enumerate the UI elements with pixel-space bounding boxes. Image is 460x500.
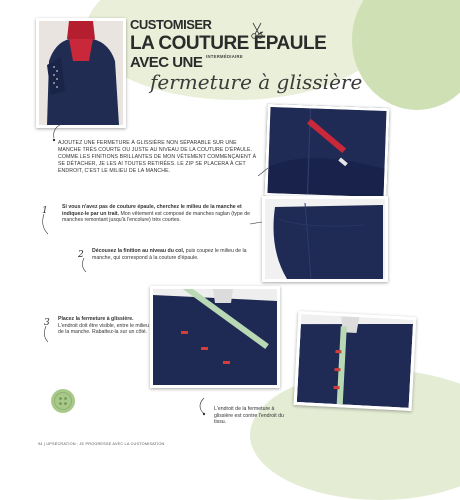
- step-3-body: L'endroit doit être visible, entre le milieu de la manche. Rabattez-la sur un côté.: [58, 322, 149, 336]
- step-1-body: Mon vêtement est composé de manches raglan (type de manches remontant jusqu'à l'encolure) très courtes.: [62, 210, 250, 224]
- footer-text: 94 | UPSÉCRATION : JE PROGRESSE AVEC LA CUSTOMISATION: [38, 442, 165, 446]
- title-line-2: LA COUTURE ÉPAULE: [130, 33, 327, 54]
- step-number: 2: [78, 250, 84, 260]
- step-2-bold: Décousez la finition au niveau du col,: [92, 248, 185, 254]
- step-number: 1: [42, 206, 48, 216]
- title-line-1: CUSTOMISER: [130, 17, 212, 32]
- step-1-bold: Si vous n'avez pas de couture épaule, cherchez le milieu de la manche et indiquez-le par un trait.: [62, 204, 242, 217]
- step-2-body: puis coupez le milieu de la manche, qui correspond à la couture d'épaule.: [92, 248, 247, 261]
- level-badge: INTERMÉDIAIRE: [206, 54, 243, 59]
- intro-paragraph: AJOUTEZ UNE FERMETURE À GLISSIÈRE NON SÉPARABLE SUR UNE MANCHE TRÈS COURTE OU JUSTE AU NIVEAU DE LA COUTURE D'ÉPAULE. COMME LES FINITIONS BRILLANTES DE MON VÊTEMENT COMMENÇAIENT À SE DÉTACHER, JE LES AI TOUTES RETIRÉES. LE ZIP SE PLACERA À CET ENDROIT, C'EST LE MILIEU DE LA MANCHE.: [58, 140, 257, 174]
- step-number: 3: [44, 318, 50, 328]
- title-script: fermeture à glissière: [150, 70, 363, 94]
- step-3-bold: Placez la fermeture à glissière.: [58, 316, 134, 322]
- title-line-3: AVEC UNE: [130, 54, 203, 71]
- caption-text: L'endroit de la fermeture à glissière est contre l'endroit du tissu.: [214, 406, 284, 426]
